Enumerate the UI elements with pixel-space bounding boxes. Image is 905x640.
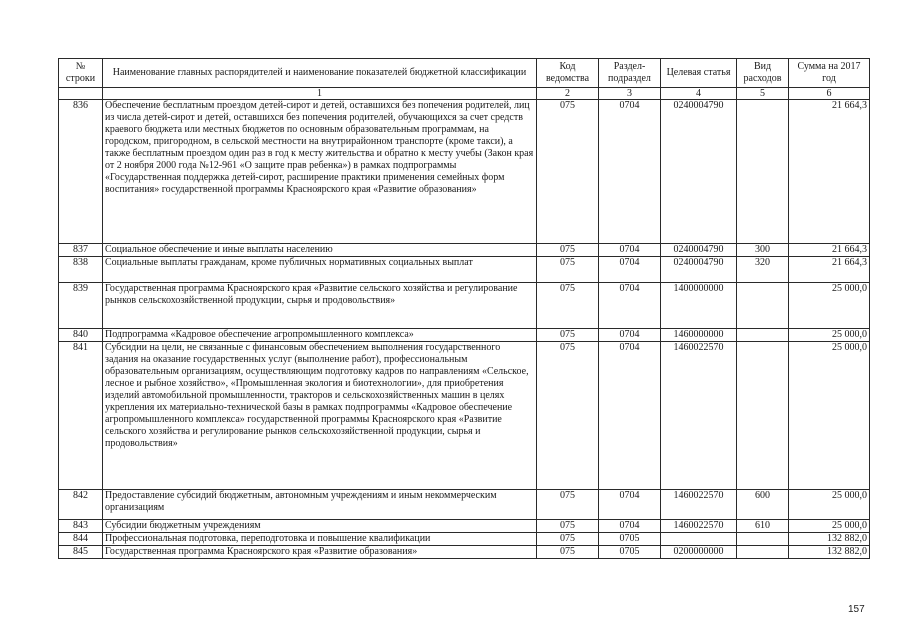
target-article: 0200000000 [661,546,737,559]
row-name: Государственная программа Красноярского края «Развитие образования» [103,546,537,559]
sum-value: 132 882,0 [789,546,870,559]
expense-type: 300 [737,244,789,257]
department-code: 075 [537,257,599,283]
row-name: Подпрограмма «Кадровое обеспечение агропромышленного комплекса» [103,329,537,342]
table-row [59,342,870,490]
department-code: 075 [537,329,599,342]
table-row [59,546,870,559]
row-number: 843 [59,520,103,533]
department-code: 075 [537,100,599,244]
row-number: 836 [59,100,103,244]
budget-table [58,58,870,559]
table-row [59,100,870,244]
column-number: 3 [599,88,661,100]
sum-value: 25 000,0 [789,342,870,490]
column-number: 4 [661,88,737,100]
expense-type [737,329,789,342]
header-row [59,59,870,88]
sum-value: 25 000,0 [789,490,870,520]
header-row-number: № строки [59,59,103,88]
table-row [59,520,870,533]
sum-value: 21 664,3 [789,244,870,257]
target-article: 0240004790 [661,257,737,283]
row-number: 845 [59,546,103,559]
department-code: 075 [537,546,599,559]
expense-type: 320 [737,257,789,283]
sum-value: 21 664,3 [789,100,870,244]
table-row [59,329,870,342]
row-number: 844 [59,533,103,546]
page-number: 157 [848,604,865,615]
target-article: 1460022570 [661,342,737,490]
section-code: 0704 [599,342,661,490]
row-name: Социальные выплаты гражданам, кроме публичных нормативных социальных выплат [103,257,537,283]
row-number: 840 [59,329,103,342]
column-number: 2 [537,88,599,100]
row-name: Предоставление субсидий бюджетным, автономным учреждениям и иным некоммерческим организациям [103,490,537,520]
table-row [59,490,870,520]
expense-type [737,100,789,244]
sum-value: 132 882,0 [789,533,870,546]
row-number: 842 [59,490,103,520]
department-code: 075 [537,283,599,329]
row-name: Социальное обеспечение и иные выплаты населению [103,244,537,257]
row-name: Государственная программа Красноярского края «Развитие сельского хозяйства и регулирование рынков сельскохозяйственной продукции, сырья и продовольствия» [103,283,537,329]
expense-type: 600 [737,490,789,520]
section-code: 0705 [599,546,661,559]
target-article: 1460022570 [661,520,737,533]
table-row [59,283,870,329]
sum-value: 21 664,3 [789,257,870,283]
row-name: Профессиональная подготовка, переподготовка и повышение квалификации [103,533,537,546]
column-number-row [59,88,870,100]
row-number: 837 [59,244,103,257]
expense-type [737,546,789,559]
row-number: 839 [59,283,103,329]
target-article: 1400000000 [661,283,737,329]
target-article: 0240004790 [661,244,737,257]
sum-value: 25 000,0 [789,283,870,329]
expense-type [737,283,789,329]
target-article: 1460022570 [661,490,737,520]
header-sum: Сумма на 2017 год [789,59,870,88]
column-number: 5 [737,88,789,100]
department-code: 075 [537,533,599,546]
section-code: 0704 [599,257,661,283]
header-target-article: Целевая статья [661,59,737,88]
row-name: Субсидии бюджетным учреждениям [103,520,537,533]
department-code: 075 [537,342,599,490]
column-number: 1 [103,88,537,100]
header-expense-type: Вид расходов [737,59,789,88]
row-name: Обеспечение бесплатным проездом детей-сирот и детей, оставшихся без попечения родителей, лиц из числа детей-сирот и детей, оставшихся без попечения родителей, обучающихся за счет средств краевого бюджета или местных бюджетов по основным образовательным программам, на городском, пригородном, в сельской местности на внутрирайонном транспорте (кроме такси), а также бесплатным проездом один раз в год к месту жительства и обратно к месту учебы (Закон края от 2 ноября 2000 года №12-961 «О защите прав ребенка») в рамках подпрограммы «Государственная поддержка детей-сирот, расширение практики применения семейных форм воспитания» государственной программы Красноярского края «Развитие образования» [103,100,537,244]
sum-value: 25 000,0 [789,329,870,342]
section-code: 0705 [599,533,661,546]
row-name: Субсидии на цели, не связанные с финансовым обеспечением выполнения государственного задания на оказание государственных услуг (выполнение работ), профессиональным образовательным организациям, осуществляющим подготовку кадров по направлениям «Сельское, лесное и рыбное хозяйство», «Промышленная экология и биотехнологии», для приобретения изделий автомобильной промышленности, тракторов и сельскохозяйственных машин в целях укрепления их материально-технической базы в рамках подпрограммы «Кадровое обеспечение агропромышленного комплекса» государственной программы Красноярского края «Развитие сельского хозяйства и регулирование рынков сельскохозяйственной продукции, сырья и продовольствия» [103,342,537,490]
column-number: 6 [789,88,870,100]
section-code: 0704 [599,100,661,244]
target-article [661,533,737,546]
section-code: 0704 [599,490,661,520]
budget-table-page [58,58,869,559]
section-code: 0704 [599,283,661,329]
section-code: 0704 [599,329,661,342]
row-number: 838 [59,257,103,283]
department-code: 075 [537,244,599,257]
department-code: 075 [537,520,599,533]
table-row [59,533,870,546]
table-row [59,257,870,283]
row-number: 841 [59,342,103,490]
expense-type [737,533,789,546]
header-name: Наименование главных распорядителей и наименование показателей бюджетной классификации [103,59,537,88]
expense-type [737,342,789,490]
section-code: 0704 [599,244,661,257]
sum-value: 25 000,0 [789,520,870,533]
column-number [59,88,103,100]
section-code: 0704 [599,520,661,533]
header-section: Раздел-подраздел [599,59,661,88]
expense-type: 610 [737,520,789,533]
table-row [59,244,870,257]
target-article: 1460000000 [661,329,737,342]
target-article: 0240004790 [661,100,737,244]
department-code: 075 [537,490,599,520]
header-department-code: Код ведомства [537,59,599,88]
